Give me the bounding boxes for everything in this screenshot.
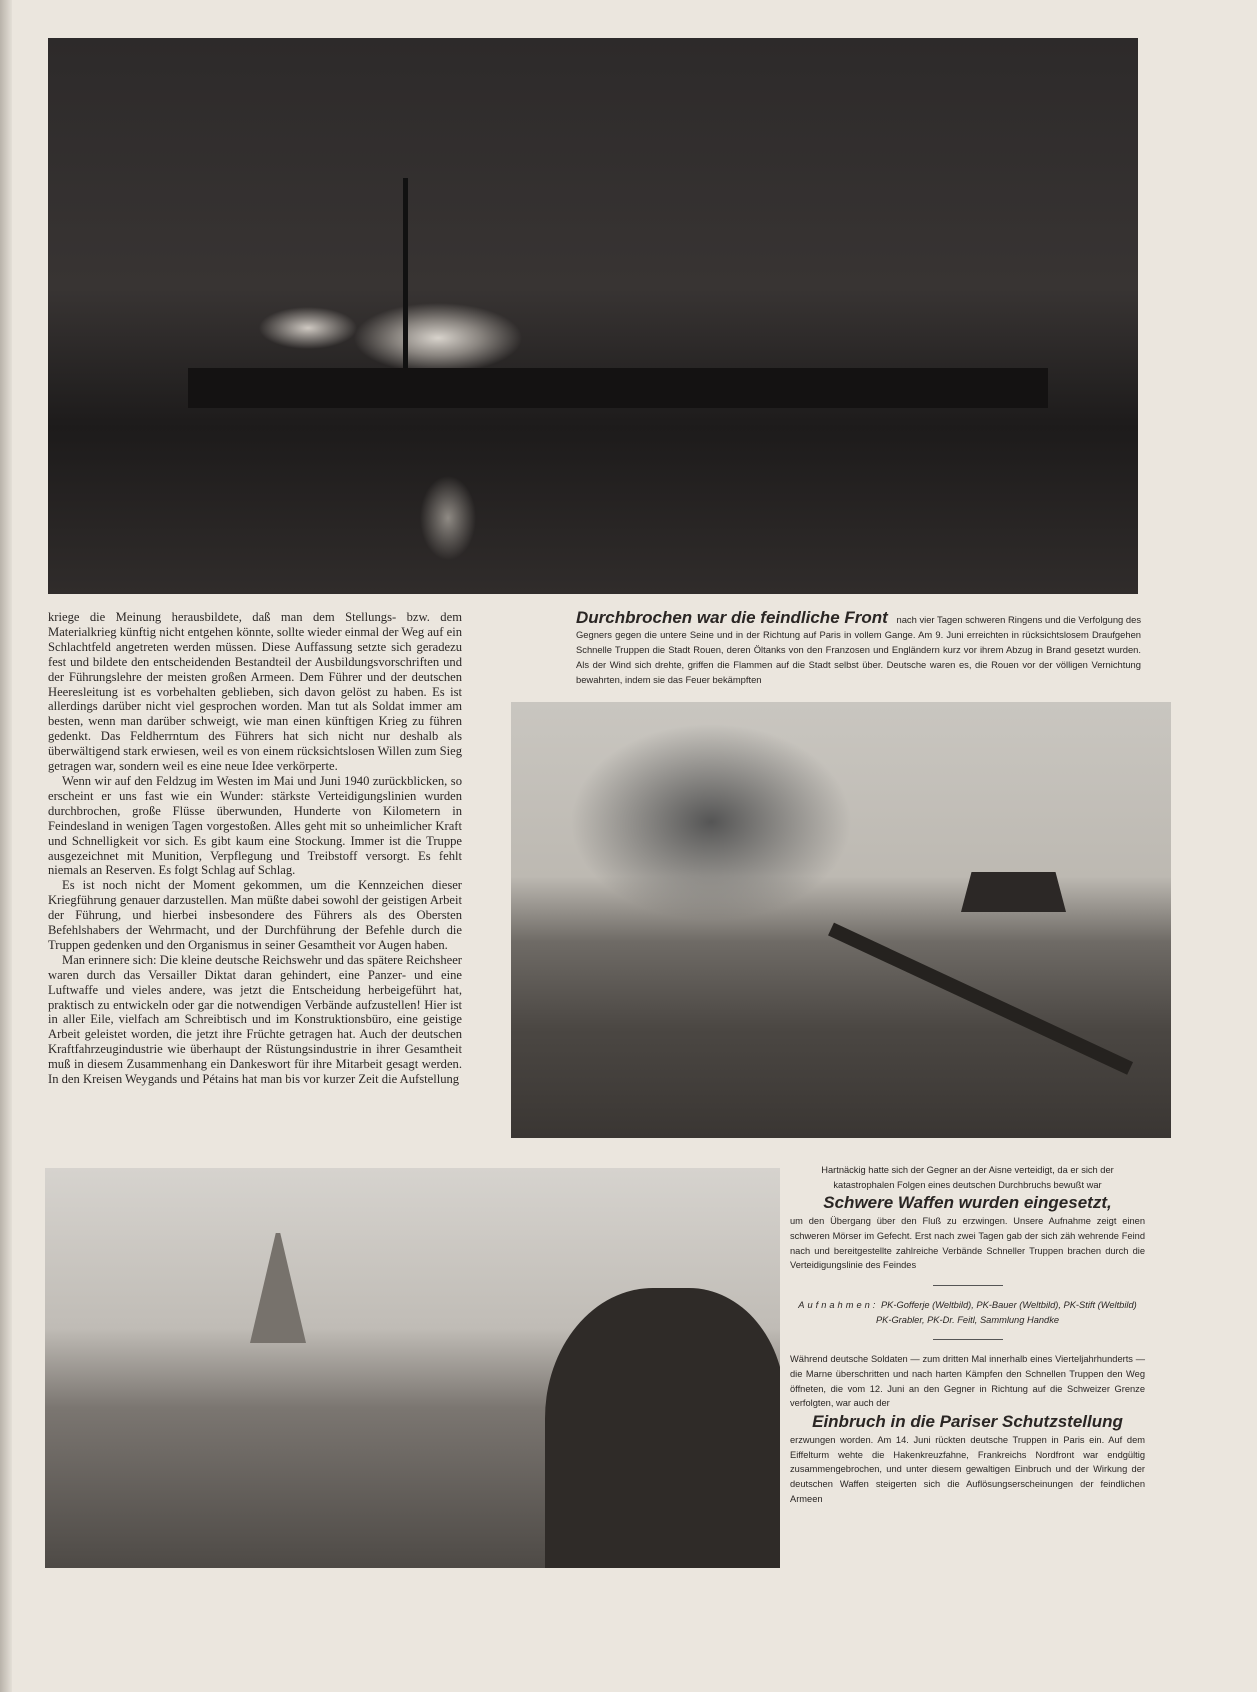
caption-intro: Hartnäckig hatte sich der Gegner an der Aisne verteidigt, da er sich der katastrophalen Folgen eines deutschen Durchbruchs bewußt war bbox=[821, 1165, 1114, 1190]
article-paragraph: Man erinnere sich: Die kleine deutsche Reichswehr und das spätere Reichsheer waren durch das Versailler Diktat daran gehindert, eine Panzer- und eine Luftwaffe und vieles andere, was jetzt die Entscheidung herbeigeführt hat, praktisch zu entwickeln oder gar die notwendigen Verbände aufzustellen! Hier ist in aller Eile, vielfach am Schreibtisch und im Konstruktionsbüro, eine geistige Arbeit geleistet worden, die jetzt ihre Früchte getragen hat. Auch der deutschen Kraftfahrzeugindustrie wie überhaupt der Rüstungsindustrie in ihrer Gesamtheit muß in diesem Zusammenhang ein Dankeswort für ihre Mitarbeit gesagt werden. In den Kreisen Weygands und Pétains hat man bis vor kurzer Zeit die Aufstellung bbox=[48, 952, 462, 1087]
article-paragraph: Es ist noch nicht der Moment gekommen, um die Kennzeichen dieser Kriegführung genauer darzustellen. Man müßte dabei sowohl der geistigen Arbeit der Führung, und hierbei insbesondere des Führers als des Obersten Befehlshabers der Wehrmacht, und der Durchführung der Befehle durch die Truppen gedenken und den Organismus in seiner Gesamtheit vor Augen haben. bbox=[48, 878, 462, 952]
credits-text: PK-Gofferje (Weltbild), PK-Bauer (Weltbild), PK-Stift (Weltbild) PK-Grabler, PK-Dr. Feitl, Sammlung Handke bbox=[875, 1299, 1137, 1325]
hut-silhouette bbox=[961, 872, 1066, 912]
caption-heading: Einbruch in die Pariser Schutzstellung bbox=[812, 1412, 1123, 1432]
soldier-silhouette bbox=[545, 1288, 780, 1568]
ship-silhouette bbox=[188, 368, 1048, 408]
caption-heading: Schwere Waffen wurden eingesetzt, bbox=[823, 1193, 1112, 1213]
caption-column bbox=[790, 1163, 1145, 1506]
photo-credits bbox=[790, 1298, 1145, 1327]
divider bbox=[933, 1339, 1003, 1340]
article-text bbox=[48, 610, 462, 1087]
page-edge bbox=[0, 0, 12, 1692]
article-paragraph: kriege die Meinung herausbildete, daß man dem Stellungs- bzw. dem Materialkrieg künftig nicht entgehen könnte, sollte wieder einmal der Weg auf ein Schlachtfeld angetreten werden müssen. Diese Auffassung setzte sich geradezu fest und bildete den entscheidenden Bestandteil der Ausbildungsvorschriften und der Führungslehre der meisten großen Armeen. Dem Führer und der deutschen Heeresleitung ist es vorbehalten geblieben, sich davon gelöst zu haben. Es ist allerdings darüber nicht viel gesprochen worden. Man tut als Soldat immer am besten, wenn man darüber schweigt, wie man einen künftigen Krieg zu führen gedenkt. Das Feldherrntum des Führers hat sich nicht nur deshalb als überwältigend stark erwiesen, weil es von einem rücksichtslosen Willen zum Sieg getragen war, sondern weil es eine neue Idee verkörperte. bbox=[48, 610, 462, 774]
credits-label: Aufnahmen: bbox=[798, 1299, 879, 1310]
mortar-barrel bbox=[828, 923, 1133, 1075]
caption-text: um den Übergang über den Fluß zu erzwingen. Unsere Aufnahme zeigt einen schweren Mörser im Gefecht. Erst nach zwei Tagen gab der sich zäh wehrende Feind nach und bereitgestellte zahlreiche Verbände Schneller Truppen brachen durch die Verteidigungslinie des Feindes bbox=[790, 1216, 1145, 1271]
caption-text: nach vier Tagen schweren Ringens und die Verfolgung des Gegners gegen die untere Seine und in der Richtung auf Paris in vollem Gange. Am 9. Juni erreichten in rücksichtslosem Draufgehen Schnelle Truppen die Stadt Rouen, deren Öltanks von den Franzosen und Engländern kurz vor ihrem Abzug in Brand gesetzt wurden. Als der Wind sich drehte, griffen die Flammen auf die Stadt selbst über. Deutsche waren es, die Rouen vor der völligen Vernichtung bewahrten, indem sie das Feuer bekämpften bbox=[576, 614, 1142, 685]
caption-text: erzwungen worden. Am 14. Juni rückten deutsche Truppen in Paris ein. Auf dem Eiffelturm wehte die Hakenkreuzfahne, Frankreichs Nordfront war endgültig zusammengebrochen, und unter diesem gewaltigen Einbruch und der Wirkung der deutschen Waffen steigerten sich die Auflösungserscheinungen der feindlichen Armeen bbox=[790, 1434, 1145, 1504]
photo-paris-eiffel-tower bbox=[45, 1168, 780, 1568]
divider bbox=[933, 1285, 1003, 1286]
eiffel-tower bbox=[250, 1233, 306, 1343]
caption-front bbox=[576, 610, 1141, 687]
photo-heavy-mortar bbox=[511, 702, 1171, 1138]
caption-heading: Durchbrochen war die feindliche Front bbox=[576, 608, 888, 627]
ship-mast bbox=[403, 178, 408, 388]
caption-intro: Während deutsche Soldaten — zum dritten Mal innerhalb eines Vierteljahrhunderts — die Marne überschritten und nach harten Kämpfen den Schnellen Truppen den Weg öffneten, die vom 12. Juni an den Gegner in Richtung auf die Schweizer Grenze verfolgten, war auch der bbox=[790, 1354, 1145, 1409]
article-paragraph: Wenn wir auf den Feldzug im Westen im Mai und Juni 1940 zurückblicken, so erscheint er uns fast wie ein Wunder: stärkste Verteidigungslinien wurden durchbrochen, große Flüsse überwunden, Hunderte von Kilometern in Feindesland in wenigen Tagen vorgestoßen. Alles geht mit so unheimlicher Kraft und Schnelligkeit vor sich. Es gibt kaum eine Stockung. Immer ist die Truppe ausgezeichnet mit Munition, Verpflegung und Treibstoff versorgt. Es fehlt niemals an Reserven. Es folgt Schlag auf Schlag. bbox=[48, 773, 462, 878]
photo-burning-harbor-rouen bbox=[48, 38, 1138, 594]
